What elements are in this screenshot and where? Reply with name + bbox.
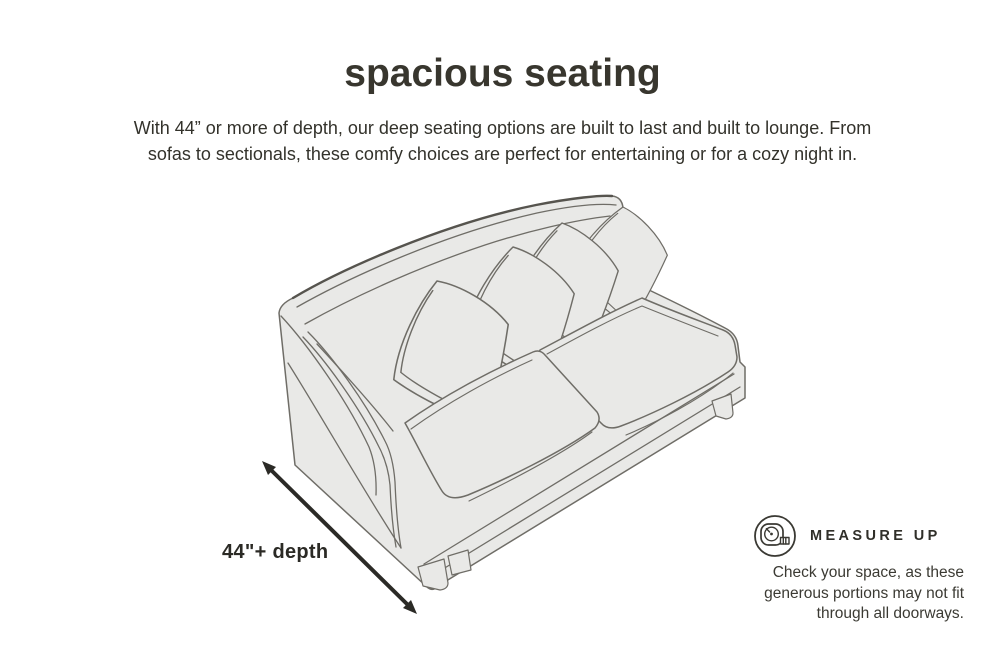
- dimension-label: 44"+ depth: [222, 541, 329, 563]
- measure-up-block: [752, 513, 964, 625]
- intro-line-1: With 44” or more of depth, our deep seating options are built to last and built to lounge. From: [133, 118, 872, 138]
- measure-up-heading: MEASURE UP: [810, 528, 941, 544]
- intro-line-2: sofas to sectionals, these comfy choices are perfect for entertaining or for a cozy night in.: [147, 144, 858, 164]
- measure-note-line-1: Check your space, as these: [772, 564, 964, 581]
- intro-paragraph: [0, 115, 1005, 167]
- measure-note-line-3: through all doorways.: [816, 605, 964, 622]
- page-title: spacious seating: [344, 52, 661, 95]
- measure-up-note: [752, 563, 964, 625]
- tape-measure-icon: [752, 513, 798, 559]
- sofa-illustration: [180, 185, 780, 665]
- measure-note-line-2: generous portions may not fit: [764, 584, 964, 602]
